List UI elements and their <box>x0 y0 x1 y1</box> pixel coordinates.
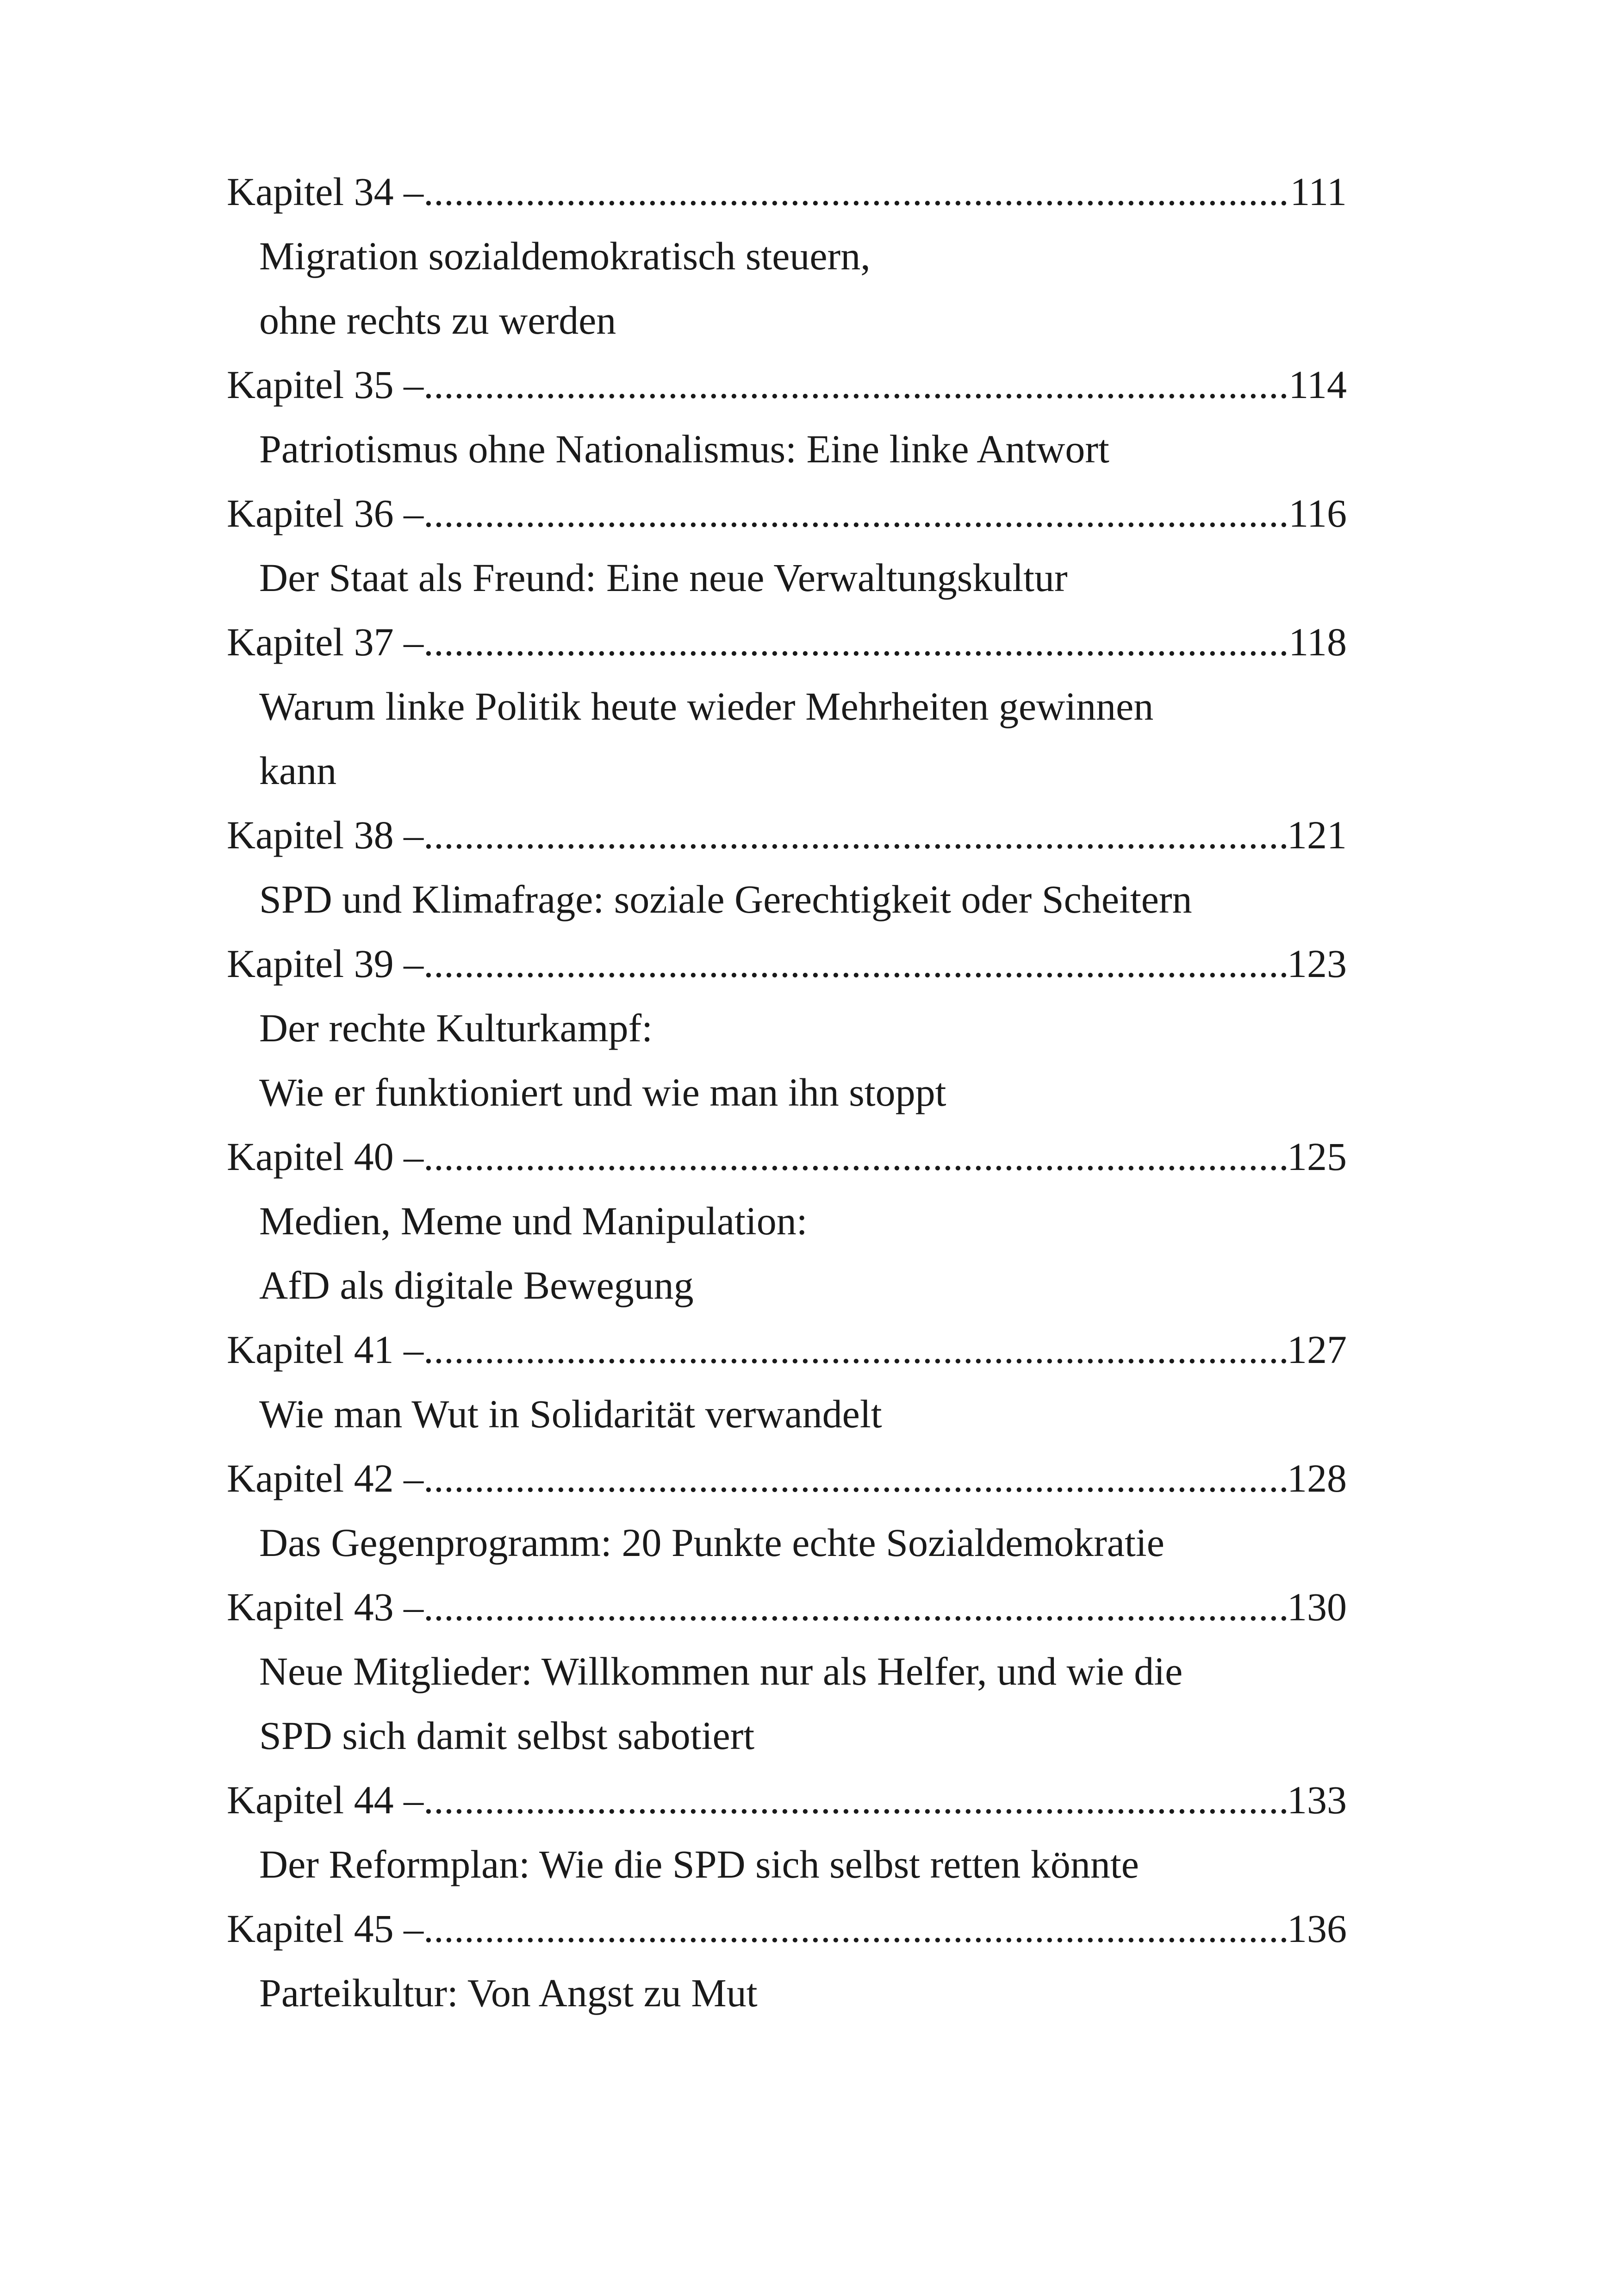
chapter-title-line: Wie man Wut in Solidarität verwandelt <box>259 1392 882 1436</box>
toc-chapter-line <box>227 803 1347 867</box>
toc-entry-42 <box>227 1446 1347 1575</box>
dot-leader <box>423 610 1288 674</box>
page-number: 121 <box>1287 813 1347 857</box>
chapter-title-line: Das Gegenprogramm: 20 Punkte echte Sozialdemokratie <box>259 1520 1164 1565</box>
dot-leader <box>423 353 1288 417</box>
toc-entry-41 <box>227 1318 1347 1446</box>
chapter-label: Kapitel 37 – <box>227 620 424 664</box>
toc-entry-43 <box>227 1575 1347 1768</box>
toc-chapter-line <box>227 1897 1347 1961</box>
chapter-title-line: Der Reformplan: Wie die SPD sich selbst retten könnte <box>259 1842 1139 1886</box>
dot-leader <box>423 1125 1287 1189</box>
dot-leader <box>423 803 1287 867</box>
chapter-title-line: kann <box>259 748 337 793</box>
chapter-label: Kapitel 45 – <box>227 1906 424 1951</box>
chapter-title-line: AfD als digitale Bewegung <box>259 1263 694 1307</box>
toc-chapter-line <box>227 1318 1347 1382</box>
page-number: 125 <box>1287 1134 1347 1179</box>
dot-leader <box>423 1768 1287 1832</box>
toc-chapter-line <box>227 1125 1347 1189</box>
chapter-label: Kapitel 44 – <box>227 1778 424 1822</box>
chapter-title-line: Wie er funktioniert und wie man ihn stoppt <box>259 1070 946 1114</box>
dot-leader <box>423 1897 1287 1961</box>
chapter-title-line: Neue Mitglieder: Willkommen nur als Helfer, und wie die <box>259 1649 1183 1693</box>
chapter-title-line: SPD sich damit selbst sabotiert <box>259 1713 755 1758</box>
chapter-label: Kapitel 41 – <box>227 1327 424 1372</box>
chapter-title-line: Der rechte Kulturkampf: <box>259 1006 653 1050</box>
chapter-title-line: Warum linke Politik heute wieder Mehrheiten gewinnen <box>259 684 1154 728</box>
chapter-title-line: Migration sozialdemokratisch steuern, <box>259 234 871 278</box>
toc-entry-40 <box>227 1125 1347 1318</box>
page-number: 128 <box>1287 1456 1347 1500</box>
toc-chapter-line <box>227 932 1347 996</box>
chapter-title-line: ohne rechts zu werden <box>259 298 616 342</box>
toc-entry-36 <box>227 481 1347 610</box>
toc-entry-34 <box>227 160 1347 353</box>
dot-leader <box>423 1318 1287 1382</box>
toc-entry-44 <box>227 1768 1347 1897</box>
page-number: 116 <box>1288 491 1347 535</box>
dot-leader <box>423 481 1288 546</box>
page-number: 111 <box>1290 169 1347 214</box>
chapter-label: Kapitel 43 – <box>227 1585 424 1629</box>
page-number: 127 <box>1287 1327 1347 1372</box>
chapter-title-line: Parteikultur: Von Angst zu Mut <box>259 1971 758 2015</box>
toc-entry-35 <box>227 353 1347 481</box>
chapter-title-line: Patriotismus ohne Nationalismus: Eine linke Antwort <box>259 427 1109 471</box>
chapter-label: Kapitel 35 – <box>227 362 424 407</box>
toc-chapter-line <box>227 481 1347 546</box>
toc-entry-45 <box>227 1897 1347 2025</box>
chapter-label: Kapitel 40 – <box>227 1134 424 1179</box>
dot-leader <box>423 160 1290 224</box>
page-number: 114 <box>1288 362 1347 407</box>
toc-chapter-line <box>227 1446 1347 1511</box>
toc-chapter-line <box>227 1575 1347 1639</box>
chapter-label: Kapitel 34 – <box>227 169 424 214</box>
page-number: 133 <box>1287 1778 1347 1822</box>
toc-chapter-line <box>227 1768 1347 1832</box>
chapter-title-line: Der Staat als Freund: Eine neue Verwaltungskultur <box>259 555 1068 600</box>
table-of-contents <box>227 160 1347 2025</box>
page-number: 136 <box>1287 1906 1347 1951</box>
dot-leader <box>423 932 1287 996</box>
page-number: 123 <box>1287 941 1347 986</box>
chapter-label: Kapitel 38 – <box>227 813 424 857</box>
toc-entry-39 <box>227 932 1347 1125</box>
toc-entry-37 <box>227 610 1347 803</box>
chapter-label: Kapitel 36 – <box>227 491 424 535</box>
toc-chapter-line <box>227 160 1347 224</box>
dot-leader <box>423 1446 1287 1511</box>
dot-leader <box>423 1575 1287 1639</box>
toc-chapter-line <box>227 353 1347 417</box>
chapter-title-line: SPD und Klimafrage: soziale Gerechtigkeit oder Scheitern <box>259 877 1192 921</box>
chapter-title-line: Medien, Meme und Manipulation: <box>259 1199 808 1243</box>
toc-chapter-line <box>227 610 1347 674</box>
toc-entry-38 <box>227 803 1347 932</box>
chapter-label: Kapitel 42 – <box>227 1456 424 1500</box>
page-number: 130 <box>1287 1585 1347 1629</box>
page-number: 118 <box>1288 620 1347 664</box>
chapter-label: Kapitel 39 – <box>227 941 424 986</box>
